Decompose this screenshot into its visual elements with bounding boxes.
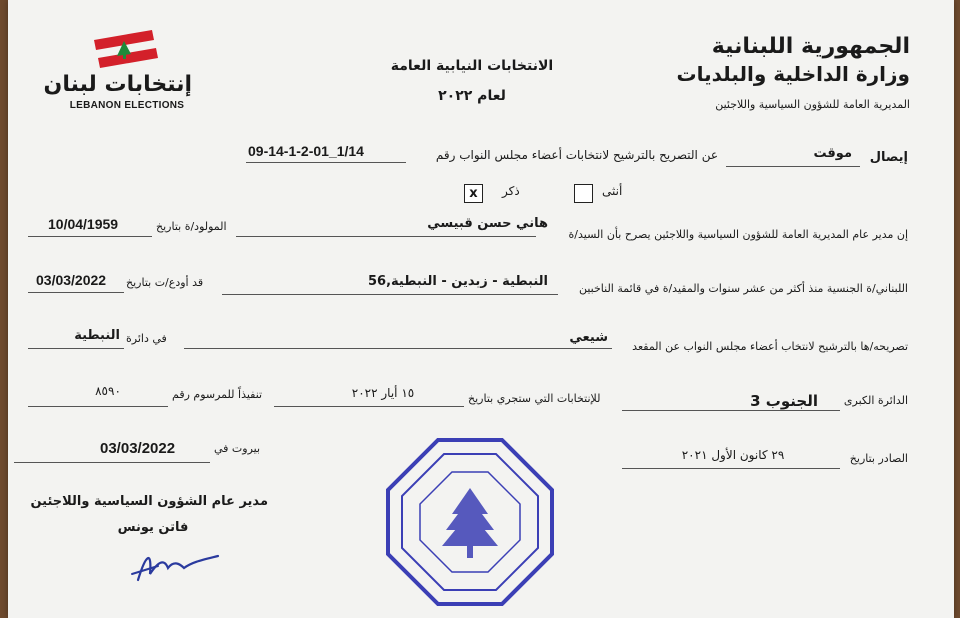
document-page [8, 0, 954, 618]
candidacy-text: تصريحه/ها بالترشيح لانتخاب أعضاء مجلس النواب عن المقعد [632, 340, 908, 353]
candidate-name: هاني حسن قبيسي [427, 216, 548, 231]
election-year: لعام ٢٠٢٢ [438, 88, 506, 104]
major-district-value: الجنوب 3 [750, 392, 818, 410]
male-checkbox[interactable]: x [464, 184, 483, 203]
female-checkbox[interactable] [574, 184, 593, 203]
major-district-label: الدائرة الكبرى [843, 394, 908, 407]
receipt-number-line [246, 162, 406, 163]
beirut-date-line [14, 462, 210, 463]
district-line [28, 348, 124, 349]
lebanon-elections-logo [88, 26, 178, 72]
deposited-label: قد أودع/ت بتاريخ [126, 276, 204, 289]
handwritten-signature [128, 544, 224, 588]
logo-arabic-text: إنتخابات لبنان [43, 72, 192, 97]
male-label: ذكر [502, 184, 520, 198]
cedar-stamp-icon [382, 434, 558, 610]
seat-line [184, 348, 612, 349]
logo-english-text: LEBANON ELECTIONS [69, 100, 185, 111]
registry-value: النبطية - زبدين - النبطية,56 [368, 274, 548, 289]
beirut-date: 03/03/2022 [100, 440, 176, 457]
seat-value: شيعي [569, 330, 608, 345]
republic-heading: الجمهورية اللبنانية [711, 34, 910, 59]
receipt-number: 09-14-1-2-01_1/14 [248, 143, 364, 159]
receipt-type-value: موقت [813, 146, 852, 161]
deposit-date-line [28, 292, 124, 293]
declaration-intro: إن مدير عام المديرية العامة للشؤون السياسية واللاجئين يصرح بأن السيد/ة [568, 228, 908, 241]
ministry-heading: وزارة الداخلية والبلديات [676, 62, 910, 86]
name-line [236, 236, 536, 237]
birth-date-line [28, 236, 152, 237]
signature-icon [128, 544, 224, 588]
cedar-flag-icon [88, 26, 178, 72]
district-value: النبطية [74, 328, 120, 343]
directorate-heading: المديرية العامة للشؤون السياسية واللاجئين [715, 98, 910, 111]
major-district-line [622, 410, 840, 411]
issued-line [622, 468, 840, 469]
elections-date-line [274, 406, 464, 407]
elections-text: للإنتخابات التي ستجري بتاريخ [468, 392, 601, 405]
decree-number: ٨٥٩٠ [95, 384, 121, 398]
receipt-type-line [726, 166, 860, 167]
female-label: أنثى [602, 184, 623, 198]
official-stamp [382, 434, 558, 610]
election-title: الانتخابات النيابية العامة [390, 58, 554, 74]
signatory-name: فاتن يونس [117, 520, 189, 535]
decree-line [28, 406, 168, 407]
receipt-label: إيصال [869, 150, 908, 165]
born-label: المولود/ة بتاريخ [156, 220, 227, 233]
receipt-text: عن التصريح بالترشيح لانتخابات أعضاء مجلس النواب رقم [435, 148, 718, 162]
elections-date: ١٥ أيار ٢٠٢٢ [351, 386, 415, 400]
citizenship-text: اللبناني/ة الجنسية منذ أكثر من عشر سنوات والمقيد/ة في قائمة الناخبين [578, 282, 908, 295]
birth-date: 10/04/1959 [48, 216, 119, 232]
decree-label: تنفيذاً للمرسوم رقم [172, 388, 263, 401]
signatory-title: مدير عام الشؤون السياسية واللاجئين [30, 494, 268, 509]
issued-label: الصادر بتاريخ [849, 452, 908, 465]
beirut-label: بيروت في [214, 442, 261, 455]
district-label: في دائرة [126, 332, 167, 345]
deposit-date: 03/03/2022 [36, 272, 107, 288]
issued-date: ٢٩ كانون الأول ٢٠٢١ [681, 448, 785, 462]
registry-line [222, 294, 558, 295]
